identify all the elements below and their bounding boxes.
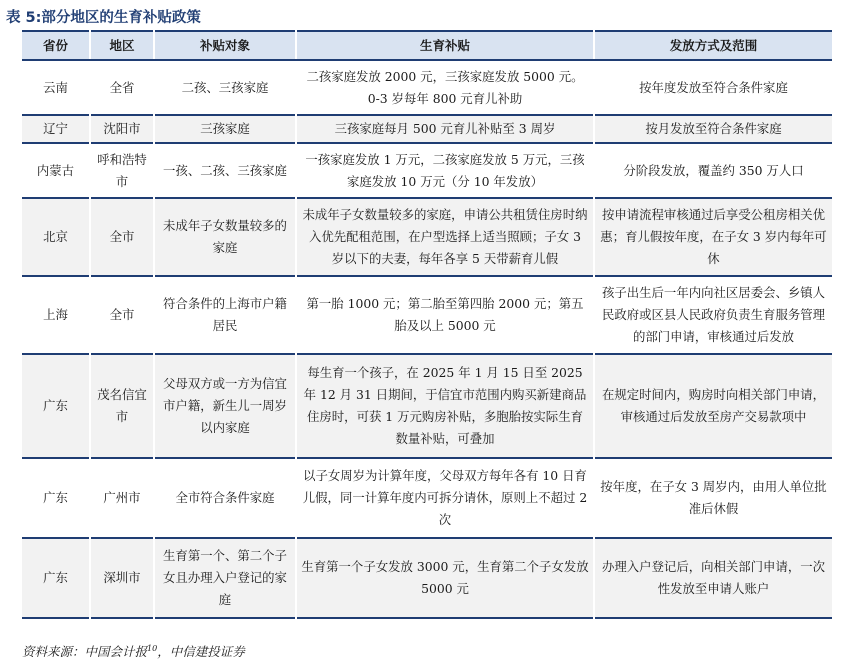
header-method: 发放方式及范围 bbox=[594, 31, 832, 60]
table-row bbox=[22, 538, 832, 618]
cell-subsidy: 三孩家庭每月 500 元育儿补贴至 3 周岁 bbox=[296, 115, 594, 143]
cell-province: 广东 bbox=[22, 354, 90, 458]
cell-province: 广东 bbox=[22, 538, 90, 618]
cell-province: 云南 bbox=[43, 79, 68, 95]
cell-target: 生育第一个、第二个子女且办理入户登记的家庭 bbox=[154, 538, 296, 618]
table-header-row bbox=[22, 31, 832, 60]
cell-subsidy: 生育第一个子女发放 3000 元，生育第二个子女发放 5000 元 bbox=[296, 538, 594, 618]
cell-method: 孩子出生后一年内向社区居委会、乡镇人民政府或区县人民政府负责生育服务管理的部门申请，审核通过后发放 bbox=[594, 276, 832, 354]
cell-region: 广州市 bbox=[90, 458, 154, 538]
header-region: 地区 bbox=[90, 31, 154, 60]
cell-subsidy: 未成年子女数量较多的家庭，申请公共租赁住房时纳入优先配租范围，在户型选择上适当照顾；子女 3 岁以下的夫妻，每年各享 5 天带薪育儿假 bbox=[296, 198, 594, 276]
cell-region: 茂名信宜市 bbox=[90, 354, 154, 458]
cell-region: 沈阳市 bbox=[90, 115, 154, 143]
cell-target: 全市符合条件家庭 bbox=[154, 458, 296, 538]
cell-region: 全省 bbox=[90, 60, 154, 115]
table-row bbox=[22, 198, 832, 276]
cell-method: 在规定时间内，购房时向相关部门申请，审核通过后发放至房产交易款项中 bbox=[594, 354, 832, 458]
cell-target: 三孩家庭 bbox=[154, 115, 296, 143]
cell-target: 父母双方或一方为信宜市户籍，新生儿一周岁以内家庭 bbox=[154, 354, 296, 458]
header-target: 补贴对象 bbox=[154, 31, 296, 60]
cell-target: 符合条件的上海市户籍居民 bbox=[154, 276, 296, 354]
cell-method: 办理入户登记后，向相关部门申请，一次性发放至申请人账户 bbox=[594, 538, 832, 618]
cell-province: 辽宁 bbox=[22, 115, 90, 143]
source-text-suffix: ，中信建投证券 bbox=[157, 644, 245, 659]
subsidy-policy-table bbox=[22, 30, 832, 619]
header-subsidy: 生育补贴 bbox=[296, 31, 594, 60]
cell-subsidy: 每生育一个孩子，在 2025 年 1 月 15 日至 2025 年 12 月 31 日期间，于信宜市范围内购买新建商品住房时，可获 1 万元购房补贴，多胞胎按实际生育数量补贴，可叠加 bbox=[296, 354, 594, 458]
cell-target: 一孩、二孩、三孩家庭 bbox=[154, 143, 296, 198]
table-row bbox=[22, 276, 832, 354]
cell-region: 全市 bbox=[90, 276, 154, 354]
cell-province: 上海 bbox=[22, 276, 90, 354]
cell-subsidy: 二孩家庭发放 2000 元，三孩家庭发放 5000 元。0-3 岁每年 800 元育儿补助 bbox=[296, 60, 594, 115]
table-row bbox=[22, 354, 832, 458]
cell-region: 全市 bbox=[90, 198, 154, 276]
table-row bbox=[22, 115, 832, 143]
cell-region: 呼和浩特市 bbox=[90, 143, 154, 198]
header-province: 省份 bbox=[22, 31, 90, 60]
table-title: 表 5:部分地区的生育补贴政策 bbox=[6, 10, 201, 26]
cell-method: 分阶段发放，覆盖约 350 万人口 bbox=[594, 143, 832, 198]
cell-province: 内蒙古 bbox=[22, 143, 90, 198]
cell-method: 按月发放至符合条件家庭 bbox=[594, 115, 832, 143]
source-note bbox=[22, 642, 245, 660]
table-row bbox=[22, 143, 832, 198]
cell-subsidy: 第一胎 1000 元；第二胎至第四胎 2000 元；第五胎及以上 5000 元 bbox=[296, 276, 594, 354]
source-text: 资料来源：中国会计报 bbox=[22, 644, 148, 659]
cell-subsidy: 一孩家庭发放 1 万元，二孩家庭发放 5 万元，三孩家庭发放 10 万元（分 10 年发放） bbox=[296, 143, 594, 198]
cell-region: 深圳市 bbox=[90, 538, 154, 618]
cell-subsidy: 以子女周岁为计算年度，父母双方每年各有 10 日育儿假，同一计算年度内可拆分请休，原则上不超过 2 次 bbox=[296, 458, 594, 538]
cell-target: 二孩、三孩家庭 bbox=[154, 60, 296, 115]
cell-province: 北京 bbox=[22, 198, 90, 276]
cell-method: 按年度发放至符合条件家庭 bbox=[594, 60, 832, 115]
cell-method: 按申请流程审核通过后享受公租房相关优惠；育儿假按年度，在子女 3 岁内每年可休 bbox=[594, 198, 832, 276]
table-row bbox=[22, 60, 832, 115]
footnote-marker: 10 bbox=[147, 643, 158, 653]
cell-province: 广东 bbox=[22, 458, 90, 538]
cell-method: 按年度，在子女 3 周岁内，由用人单位批准后休假 bbox=[594, 458, 832, 538]
table-row bbox=[22, 458, 832, 538]
cell-target: 未成年子女数量较多的家庭 bbox=[154, 198, 296, 276]
